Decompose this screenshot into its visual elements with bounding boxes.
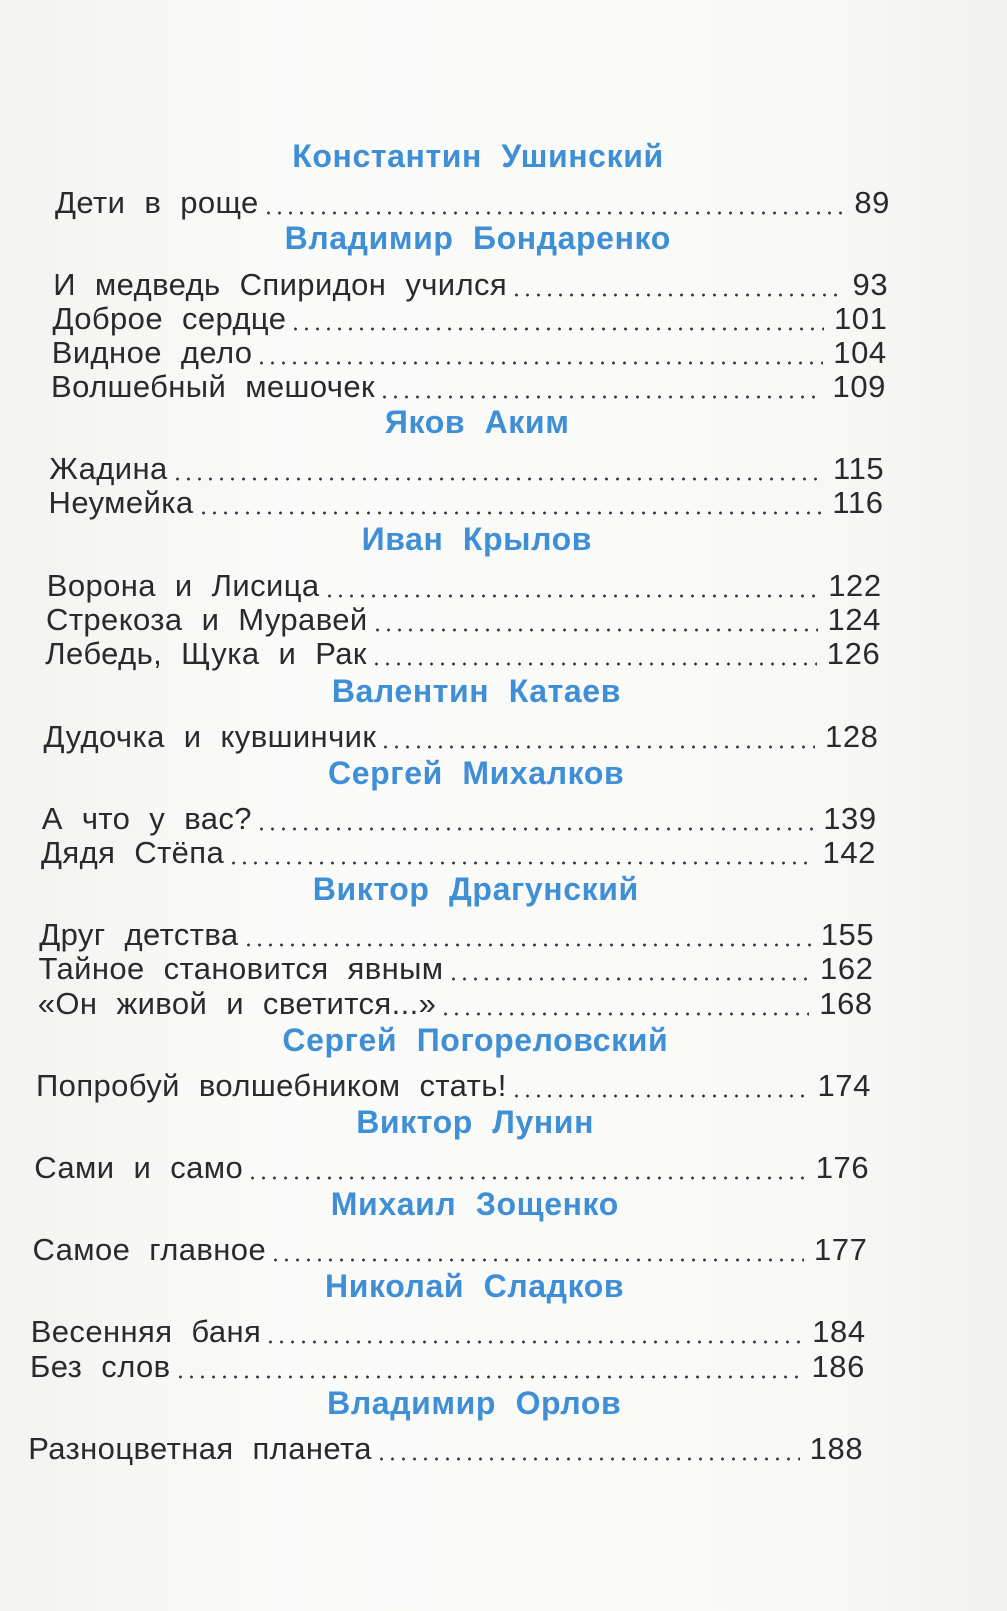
dot-leader: [440, 1011, 809, 1017]
entry-title: Без слов: [29, 1349, 171, 1384]
dot-leader: [247, 1175, 806, 1181]
entry-title: Неумейка: [48, 485, 194, 520]
toc-entry[interactable]: [28, 1426, 863, 1466]
entry-title: Ворона и Лисица: [46, 568, 320, 603]
entry-title: Доброе сердце: [52, 301, 287, 336]
entry-page-number: 109: [832, 369, 887, 404]
dot-leader: [380, 744, 815, 750]
entry-page-number: 126: [826, 636, 881, 671]
author-heading: Иван Крылов: [361, 521, 593, 557]
entry-title: Тайное становится явным: [38, 951, 444, 986]
author-heading: Владимир Бондаренко: [284, 220, 671, 256]
toc-entry[interactable]: [31, 1309, 866, 1349]
entry-title: Самое главное: [32, 1232, 267, 1267]
entry-page-number: 177: [813, 1232, 868, 1267]
entry-title: Сами и само: [34, 1150, 244, 1185]
dot-leader: [376, 1456, 800, 1462]
toc-entry[interactable]: [30, 1344, 865, 1384]
entry-title: Волшебный мешочек: [51, 369, 375, 404]
entry-page-number: 184: [812, 1314, 866, 1349]
entry-page-number: 162: [819, 951, 874, 986]
entry-title: «Он живой и светится...»: [37, 986, 437, 1021]
toc-entry[interactable]: [55, 180, 890, 220]
entry-page-number: 104: [833, 335, 887, 370]
entry-title: Жадина: [49, 451, 168, 486]
entry-page-number: 124: [827, 602, 882, 637]
toc-entry[interactable]: [34, 1145, 869, 1185]
toc-entry[interactable]: [39, 946, 874, 986]
dot-leader: [371, 661, 817, 667]
entry-title: И медведь Спиридон учился: [53, 267, 508, 302]
entry-title: Друг детства: [39, 917, 239, 952]
dot-leader: [175, 1374, 802, 1380]
entry-page-number: 188: [809, 1431, 864, 1466]
entry-title: Дудочка и кувшинчик: [43, 719, 377, 754]
dot-leader: [270, 1257, 804, 1263]
author-heading: Сергей Погореловский: [282, 1022, 669, 1058]
entry-page-number: 168: [819, 986, 873, 1021]
entry-page-number: 139: [823, 801, 877, 836]
entry-title: Дядя Стёпа: [41, 835, 225, 870]
author-heading: Сергей Михалков: [328, 755, 625, 791]
entry-page-number: 122: [828, 568, 882, 603]
entry-page-number: 89: [854, 185, 890, 220]
entry-title: Лебедь, Щука и Рак: [45, 636, 367, 671]
entry-page-number: 142: [822, 835, 877, 870]
entry-page-number: 176: [815, 1150, 870, 1185]
dot-leader: [379, 394, 823, 400]
author-heading: Валентин Катаев: [331, 673, 621, 709]
entry-page-number: 174: [817, 1068, 871, 1103]
author-heading: Владимир Орлов: [327, 1385, 622, 1421]
entry-page-number: 116: [832, 485, 884, 520]
toc-entry[interactable]: [51, 364, 886, 404]
entry-page-number: 155: [820, 917, 875, 952]
author-heading: Константин Ушинский: [292, 138, 664, 174]
dot-leader: [263, 210, 845, 216]
entry-page-number: 186: [811, 1349, 865, 1384]
dot-leader: [228, 860, 812, 866]
entry-page-number: 101: [833, 301, 888, 336]
author-heading: Виктор Лунин: [356, 1104, 594, 1140]
entry-title: Видное дело: [51, 335, 253, 370]
toc-entry[interactable]: [32, 1227, 867, 1267]
entry-title: Весенняя баня: [30, 1314, 262, 1349]
author-heading: Виктор Драгунский: [312, 871, 639, 907]
toc-entry[interactable]: [45, 631, 880, 671]
entry-title: Разноцветная планета: [28, 1431, 372, 1466]
entry-title: Дети в роще: [55, 185, 259, 220]
dot-leader: [198, 510, 823, 516]
dot-leader: [511, 1093, 808, 1099]
entry-page-number: 115: [833, 451, 885, 486]
toc-entry[interactable]: [49, 480, 884, 520]
toc-entry[interactable]: [38, 981, 873, 1021]
entry-page-number: 128: [824, 719, 879, 754]
author-heading: Михаил Зощенко: [330, 1186, 619, 1222]
entry-title: Стрекоза и Муравей: [46, 602, 368, 637]
toc-entry[interactable]: [36, 1063, 871, 1103]
entry-page-number: 93: [852, 267, 889, 302]
author-heading: Яков Аким: [384, 404, 570, 440]
author-heading: Николай Сладков: [325, 1268, 625, 1304]
toc-entry[interactable]: [41, 830, 876, 870]
toc-entry[interactable]: [44, 714, 879, 754]
entry-title: А что у вас?: [41, 801, 252, 836]
entry-title: Попробуй волшебником стать!: [36, 1068, 507, 1103]
